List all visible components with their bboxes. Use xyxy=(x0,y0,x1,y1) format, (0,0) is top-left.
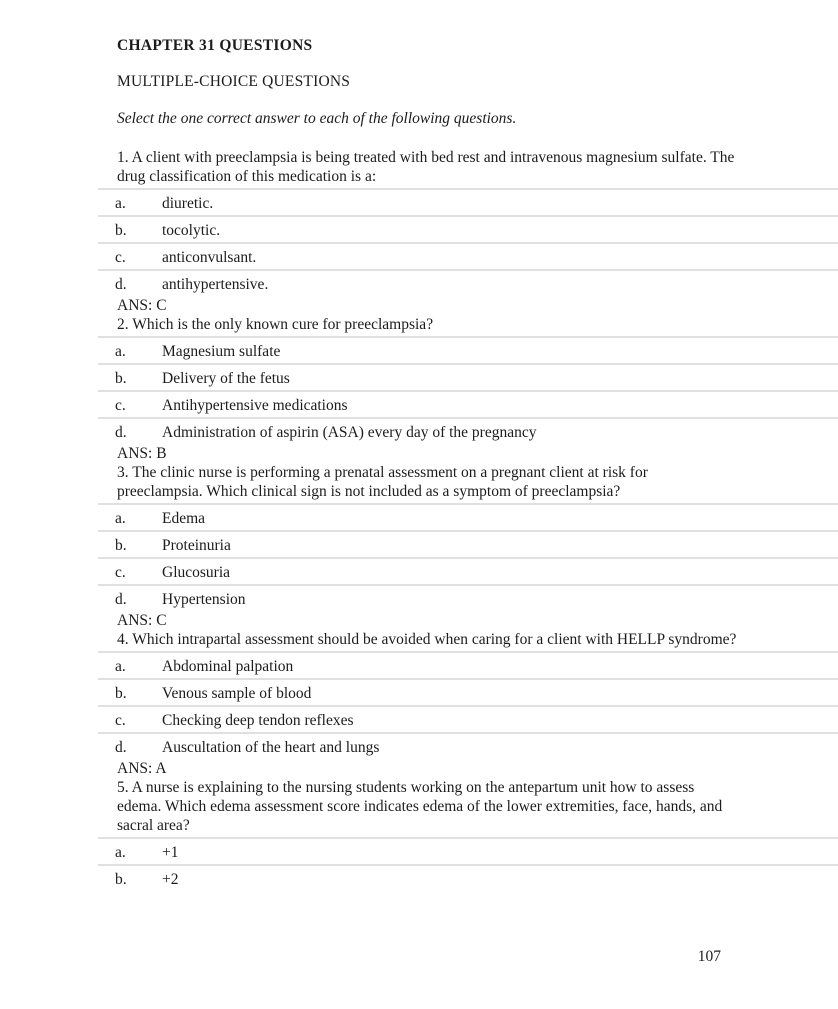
option-letter: a. xyxy=(115,195,126,212)
option-row xyxy=(98,417,838,444)
question-block xyxy=(98,778,838,891)
option-letter: d. xyxy=(115,739,127,756)
question-text: 2. Which is the only known cure for preeclampsia? xyxy=(117,316,434,333)
option-text: Auscultation of the heart and lungs xyxy=(162,739,380,756)
option-row xyxy=(98,837,838,864)
option-row xyxy=(98,705,838,732)
option-letter: d. xyxy=(115,276,127,293)
options-list xyxy=(98,188,838,296)
question-text: 3. The clinic nurse is performing a prenatal assessment on a pregnant client at risk for preeclampsia. Which clinical sign is not included as a symptom of preeclampsia? xyxy=(117,464,648,500)
option-text: Magnesium sulfate xyxy=(162,343,281,360)
question-text: 5. A nurse is explaining to the nursing students working on the antepartum unit how to assess edema. Which edema assessment score indicates edema of the lower extremities, face, hands, and sacral area? xyxy=(117,779,723,834)
option-row xyxy=(98,864,838,891)
option-text: Glucosuria xyxy=(162,564,231,581)
option-row xyxy=(98,503,838,530)
question-block xyxy=(98,148,838,315)
section-subtitle: MULTIPLE-CHOICE QUESTIONS xyxy=(117,73,351,90)
option-row xyxy=(98,651,838,678)
page-number: 107 xyxy=(697,948,721,965)
option-row xyxy=(98,678,838,705)
answer-text: ANS: C xyxy=(117,297,167,314)
option-text: anticonvulsant. xyxy=(162,249,257,266)
option-text: Abdominal palpation xyxy=(162,658,294,675)
option-row xyxy=(98,530,838,557)
option-text: Edema xyxy=(162,510,206,527)
option-text: Administration of aspirin (ASA) every day of the pregnancy xyxy=(162,424,537,441)
options-list xyxy=(98,336,838,444)
option-text: Hypertension xyxy=(162,591,246,608)
answer-text: ANS: A xyxy=(117,760,167,777)
option-letter: d. xyxy=(115,591,127,608)
option-letter: d. xyxy=(115,424,127,441)
option-letter: a. xyxy=(115,510,126,527)
question-block xyxy=(98,463,838,630)
option-text: Checking deep tendon reflexes xyxy=(162,712,354,729)
option-row xyxy=(98,363,838,390)
option-text: antihypertensive. xyxy=(162,276,269,293)
question-block xyxy=(98,315,838,463)
option-letter: c. xyxy=(115,397,126,414)
option-text: Proteinuria xyxy=(162,537,231,554)
option-letter: a. xyxy=(115,844,126,861)
question-block xyxy=(98,630,838,778)
question-text: 1. A client with preeclampsia is being treated with bed rest and intravenous magnesium sulfate. The drug classification of this medication is a: xyxy=(117,149,735,185)
option-letter: c. xyxy=(115,249,126,266)
option-letter: b. xyxy=(115,871,127,888)
option-letter: b. xyxy=(115,537,127,554)
option-text: +1 xyxy=(162,844,179,861)
option-letter: b. xyxy=(115,222,127,239)
instruction-line: Select the one correct answer to each of the following questions. xyxy=(117,110,517,127)
option-text: tocolytic. xyxy=(162,222,221,239)
option-letter: c. xyxy=(115,564,126,581)
options-list xyxy=(98,837,838,891)
option-letter: a. xyxy=(115,343,126,360)
answer-text: ANS: B xyxy=(117,445,167,462)
option-row xyxy=(98,584,838,611)
option-letter: a. xyxy=(115,658,126,675)
question-text: 4. Which intrapartal assessment should be avoided when caring for a client with HELLP syndrome? xyxy=(117,631,737,648)
option-letter: c. xyxy=(115,712,126,729)
questions-list xyxy=(98,148,838,891)
chapter-title: CHAPTER 31 QUESTIONS xyxy=(117,37,313,54)
option-row xyxy=(98,215,838,242)
option-row xyxy=(98,557,838,584)
answer-text: ANS: C xyxy=(117,612,167,629)
option-letter: b. xyxy=(115,370,127,387)
option-letter: b. xyxy=(115,685,127,702)
option-row xyxy=(98,390,838,417)
option-text: Antihypertensive medications xyxy=(162,397,348,414)
option-row xyxy=(98,336,838,363)
option-row xyxy=(98,269,838,296)
options-list xyxy=(98,651,838,759)
option-text: +2 xyxy=(162,871,179,888)
option-text: Venous sample of blood xyxy=(162,685,312,702)
option-text: diuretic. xyxy=(162,195,214,212)
option-row xyxy=(98,188,838,215)
option-text: Delivery of the fetus xyxy=(162,370,290,387)
option-row xyxy=(98,242,838,269)
options-list xyxy=(98,503,838,611)
option-row xyxy=(98,732,838,759)
